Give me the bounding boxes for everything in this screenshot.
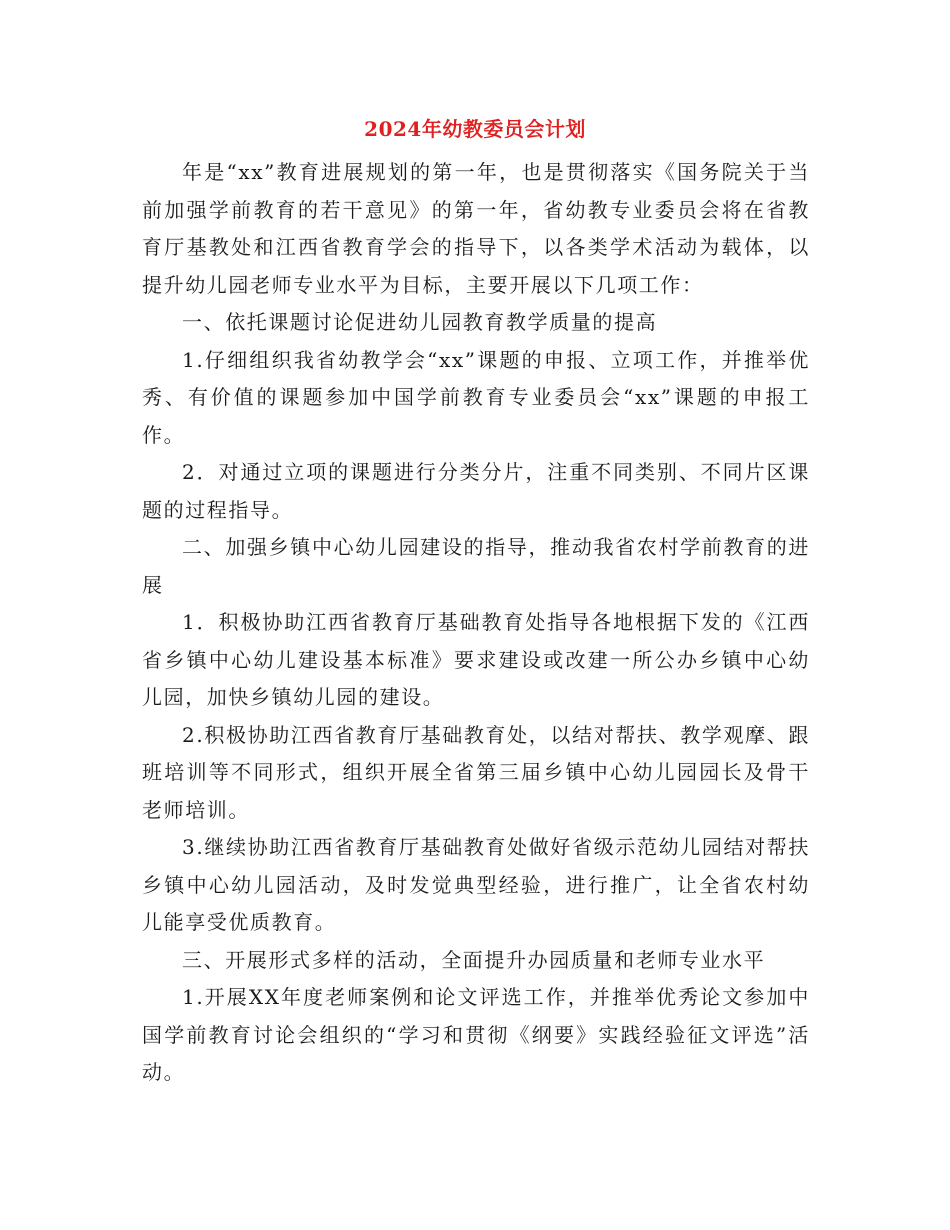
section-heading-3: 三、开展形式多样的活动，全面提升办园质量和老师专业水平: [182, 947, 766, 972]
document-body: [142, 154, 810, 1092]
document-title: 2024年幼教委员会计划: [364, 117, 586, 141]
intro-paragraph: 年是“xx”教育进展规划的第一年，也是贯彻落实《国务院关于当前加强学前教育的若干意见》的第一年，省幼教专业委员会将在省教育厅基教处和江西省教育学会的指导下，以各类学术活动为载体，以提升幼儿园老师专业水平为目标，主要开展以下几项工作：: [142, 160, 810, 297]
section-heading-1: 一、依托课题讨论促进幼儿园教育教学质量的提高: [182, 310, 658, 334]
section-heading-2: 二、加强乡镇中心幼儿园建设的指导，推动我省农村学前教育的进展: [142, 535, 810, 597]
paragraph-2-1: 1．积极协助江西省教育厅基础教育处指导各地根据下发的《江西省乡镇中心幼儿建设基本标准》要求建设或改建一所公办乡镇中心幼儿园，加快乡镇幼儿园的建设。: [142, 610, 810, 709]
paragraph-3-1: 1.开展XX年度老师案例和论文评选工作，并推举优秀论文参加中国学前教育讨论会组织的“学习和贯彻《纲要》实践经验征文评选”活动。: [142, 985, 810, 1084]
paragraph-2-2: 2.积极协助江西省教育厅基础教育处，以结对帮扶、教学观摩、跟班培训等不同形式，组织开展全省第三届乡镇中心幼儿园园长及骨干老师培训。: [142, 722, 810, 822]
paragraph-1-2: 2．对通过立项的课题进行分类分片，注重不同类别、不同片区课题的过程指导。: [142, 460, 810, 522]
paragraph-1-1: 1.仔细组织我省幼教学会“xx”课题的申报、立项工作，并推举优秀、有价值的课题参加中国学前教育专业委员会“xx”课题的申报工作。: [142, 347, 810, 447]
paragraph-2-3: 3.继续协助江西省教育厅基础教育处做好省级示范幼儿园结对帮扶乡镇中心幼儿园活动，及时发觉典型经验，进行推广，让全省农村幼儿能享受优质教育。: [142, 835, 810, 934]
